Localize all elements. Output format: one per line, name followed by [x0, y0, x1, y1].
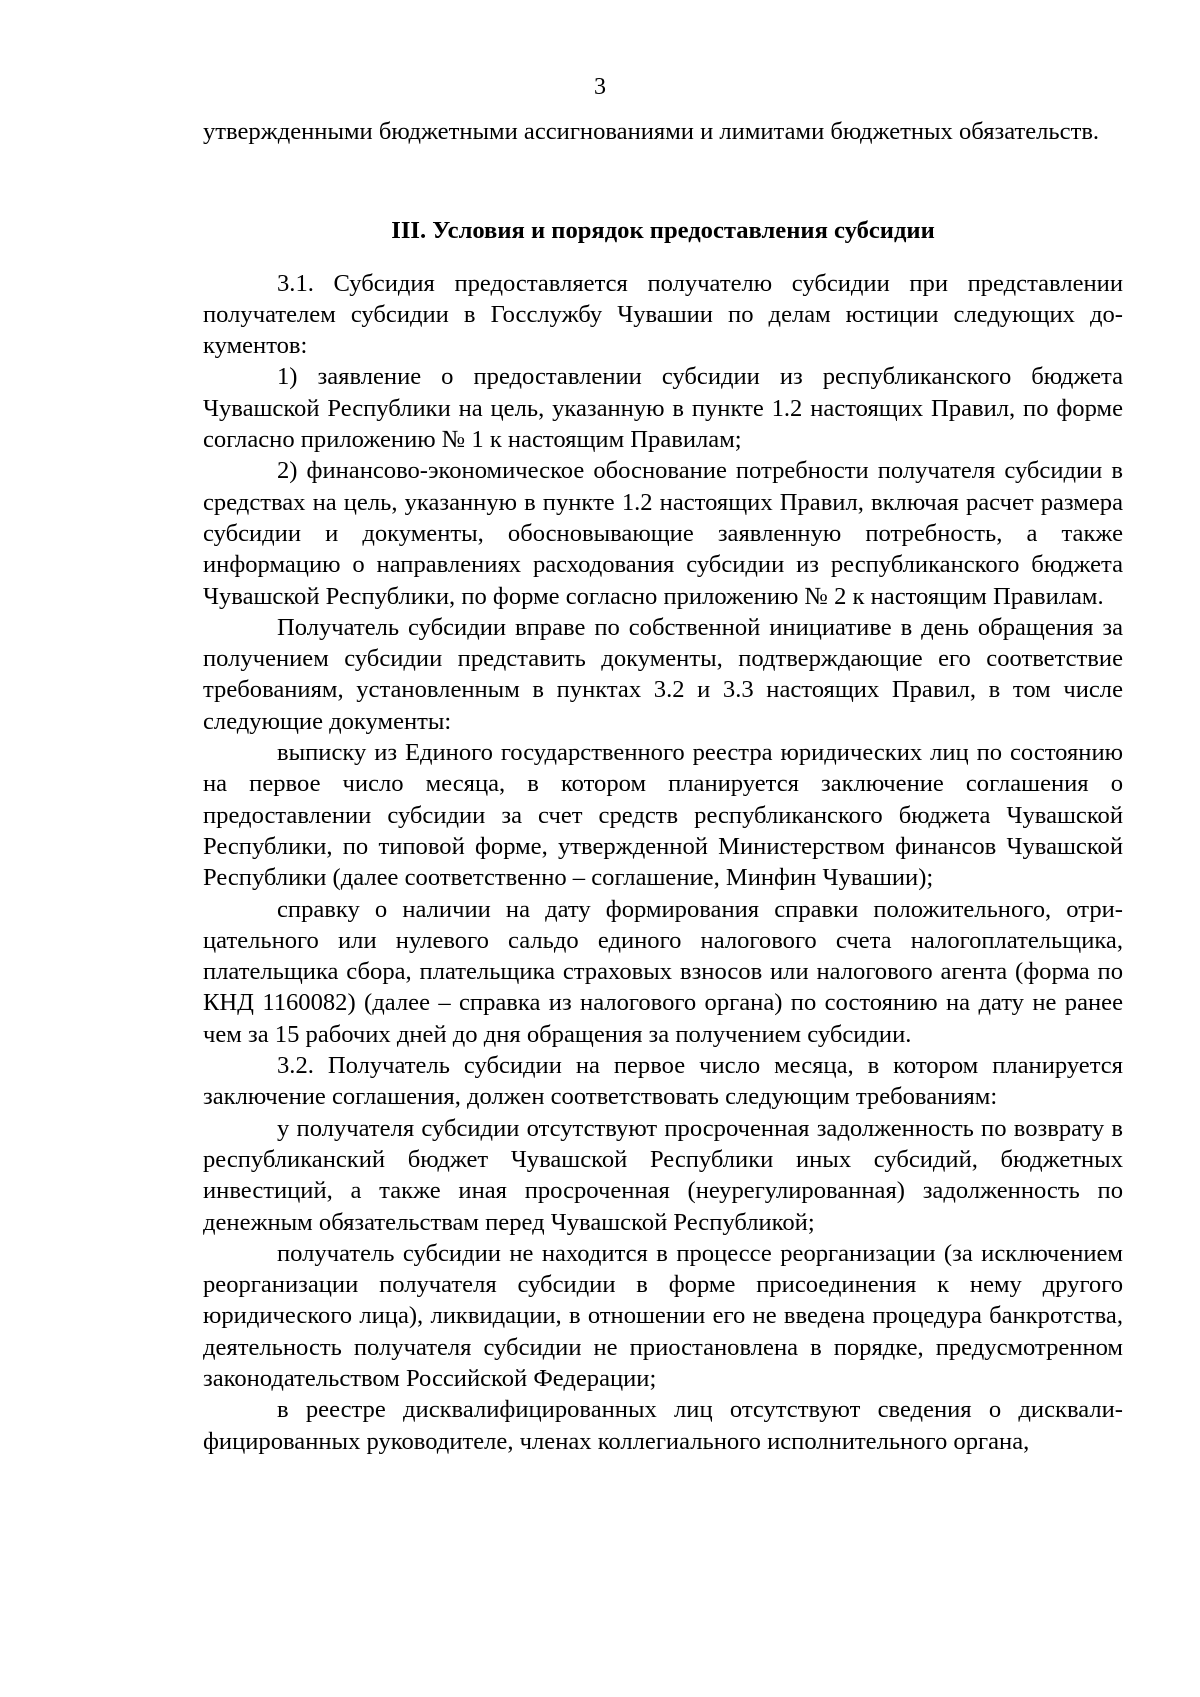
- paragraph-item-2: 2) финансово-экономическое обоснование потребности получателя субсидии в средствах на цель, указанную в пункте 1.2 настоящих Правил, включая расчет размера субсидии и документы, обосновывающие заявленную потребность, а также информацию о направлениях расходования субсидии из республиканского бюджета Чувашской Республики, по форме согласно приложению № 2 к настоящим Правилам.: [203, 457, 1123, 610]
- paragraph-3-1: 3.1. Субсидия предоставляется получателю субсидии при представлении получателем субсидии в Госслужбу Чувашии по делам юстиции следующих документов:: [203, 269, 1123, 360]
- page-number: 3: [594, 74, 606, 100]
- paragraph-item-1: 1) заявление о предоставлении субсидии из республиканского бюджета Чувашской Республики на цель, указанную в пункте 1.2 настоящих Правил, по форме согласно приложению № 1 к настоящим Правилам;: [203, 363, 1123, 454]
- paragraph-continuation: утвержденными бюджетными ассигнованиями и лимитами бюджетных обязательств.: [203, 118, 1100, 145]
- paragraph-tax-certificate: справку о наличии на дату формирования справки положительного, отрицательного или нулевого сальдо единого налогового счета налогоплательщика, плательщика сбора, плательщика страховых взносов или налогового агента (форма по КНД 1160082) (далее – справка из налогового органа) по состоянию на дату не ранее чем за 15 рабочих дней до дня обращения за получением субсидии.: [203, 895, 1123, 1048]
- document-body: [203, 116, 1123, 1457]
- paragraph-recipient-right: Получатель субсидии вправе по собственной инициативе в день обращения за получением субсидии представить документы, подтверждающие его соответствие требованиям, установленным в пунктах 3.2 и 3.3 настоящих Правил, в том числе следующие документы:: [203, 613, 1123, 735]
- paragraph-no-reorganization: получатель субсидии не находится в процессе реорганизации (за исключением реорганизации получателя субсидии в форме присоединения к нему другого юридического лица), ликвидации, в отношении его не введена процедура банкротства, деятельность получателя субсидии не приостановлена в порядке, предусмотренном законодательством Российской Федерации;: [203, 1239, 1123, 1392]
- section-title: III. Условия и порядок предоставления субсидии: [391, 217, 935, 245]
- paragraph-egrul-extract: выписку из Единого государственного реестра юридических лиц по состоянию на первое число месяца, в котором планируется заключение соглашения о предоставлении субсидии за счет средств республиканского бюджета Чувашской Республики, по типовой форме, утвержденной Министерством финансов Чувашской Республики (далее соответственно – соглашение, Минфин Чувашии);: [203, 739, 1123, 892]
- paragraph-disqualified-registry: в реестре дисквалифицированных лиц отсутствуют сведения о дисквалифицированных руководителе, членах коллегиального исполнительного органа,: [203, 1396, 1123, 1455]
- paragraph-3-2: 3.2. Получатель субсидии на первое число месяца, в котором планируется заключение соглашения, должен соответствовать следующим требованиям:: [203, 1052, 1123, 1111]
- paragraph-no-debt: у получателя субсидии отсутствуют просроченная задолженность по возврату в республиканский бюджет Чувашской Республики иных субсидий, бюджетных инвестиций, а также иная просроченная (неурегулированная) задолженность по денежным обязательствам перед Чувашской Республикой;: [203, 1114, 1123, 1236]
